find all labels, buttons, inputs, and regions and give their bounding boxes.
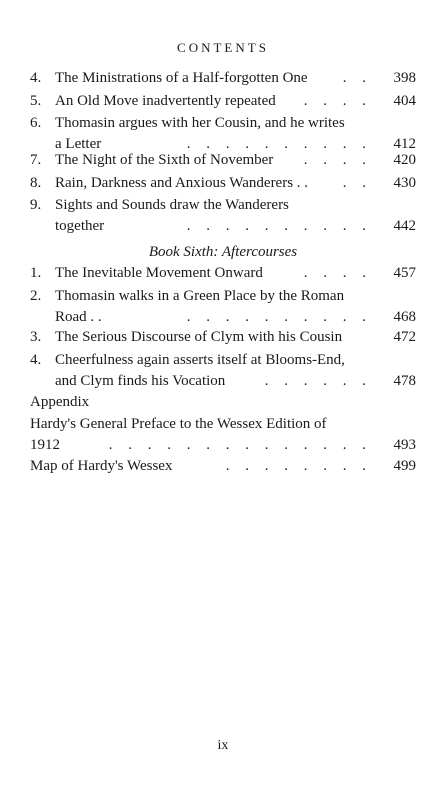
entry-title: Thomasin walks in a Green Place by the Roman <box>55 288 345 304</box>
entry-title: An Old Move inadvertently repeated <box>55 93 276 109</box>
leader-dots: . . . . . . . . . . <box>186 309 372 325</box>
toc-entry[interactable] <box>30 173 416 194</box>
entry-number: 6. <box>30 115 42 131</box>
appendix-label <box>30 392 416 413</box>
entry-title: Map of Hardy's Wessex <box>30 458 173 474</box>
page-number: 430 <box>393 175 416 191</box>
page-number: 499 <box>393 458 416 474</box>
entry-title-continued: 1912 <box>30 437 60 453</box>
page-number: 420 <box>393 152 416 168</box>
entry-number: 2. <box>30 288 42 304</box>
page-number: 468 <box>393 309 416 325</box>
entry-number: 9. <box>30 197 42 213</box>
appendix-label-text: Appendix <box>30 394 90 410</box>
entry-number: 7. <box>30 152 42 168</box>
leader-dots: . . . . <box>303 265 372 281</box>
entry-title: Cheerfulness again asserts itself at Blooms-End, <box>55 352 345 368</box>
entry-title: The Inevitable Movement Onward <box>55 265 263 281</box>
toc-entry[interactable] <box>30 456 416 477</box>
toc-entry[interactable] <box>30 91 416 112</box>
contents-heading: CONTENTS <box>177 40 269 55</box>
entry-title: The Night of the Sixth of November <box>55 152 274 168</box>
entry-title: The Ministrations of a Half-forgotten One <box>55 70 308 86</box>
page-number: 442 <box>393 218 416 234</box>
entry-number: 5. <box>30 93 42 109</box>
leader-dots: . . . . . . . . . . . . . . <box>108 437 372 453</box>
page-number: 478 <box>393 373 416 389</box>
leader-dots: . . . . <box>303 93 372 109</box>
toc-entry[interactable] <box>30 263 416 284</box>
toc-entry[interactable] <box>30 150 416 171</box>
leader-dots: . . . . . . . . . . <box>186 218 372 234</box>
leader-dots: . . . . . . . . . . <box>186 136 372 152</box>
page-number: 472 <box>393 329 416 345</box>
leader-dots: . . <box>342 70 372 86</box>
page-folio: ix <box>217 738 229 753</box>
entry-title-continued: together <box>55 218 105 234</box>
section-title: Book Sixth: Aftercourses <box>148 244 298 260</box>
toc-entry[interactable] <box>30 350 416 392</box>
leader-dots: . . . . . . . . <box>225 458 372 474</box>
entry-title-continued: Road . . <box>55 309 102 325</box>
entry-number: 3. <box>30 329 42 345</box>
toc-entry[interactable] <box>30 68 416 89</box>
entry-number: 8. <box>30 175 42 191</box>
entry-number: 4. <box>30 352 42 368</box>
page-number: 457 <box>393 265 416 281</box>
toc-entry[interactable] <box>30 327 416 348</box>
page-number: 412 <box>393 136 416 152</box>
toc-entry[interactable] <box>30 414 416 456</box>
entry-title: Rain, Darkness and Anxious Wanderers . . <box>55 175 309 191</box>
entry-title: Sights and Sounds draw the Wanderers <box>55 197 289 213</box>
toc-entry[interactable] <box>30 113 416 155</box>
leader-dots: . . <box>342 175 372 191</box>
toc-entry[interactable] <box>30 286 416 328</box>
page-number: 493 <box>393 437 416 453</box>
toc-entry[interactable] <box>30 195 416 237</box>
page-number: 398 <box>393 70 416 86</box>
entry-number: 1. <box>30 265 42 281</box>
entry-number: 4. <box>30 70 42 86</box>
leader-dots: . . . . . . <box>264 373 372 389</box>
entry-title: Hardy's General Preface to the Wessex Edition of <box>30 416 327 432</box>
entry-title-continued: a Letter <box>55 136 102 152</box>
entry-title: The Serious Discourse of Clym with his Cousin <box>55 329 343 345</box>
leader-dots: . . . . <box>303 152 372 168</box>
page-number: 404 <box>393 93 416 109</box>
entry-title-continued: and Clym finds his Vocation <box>55 373 226 389</box>
entry-title: Thomasin argues with her Cousin, and he writes <box>55 115 345 131</box>
